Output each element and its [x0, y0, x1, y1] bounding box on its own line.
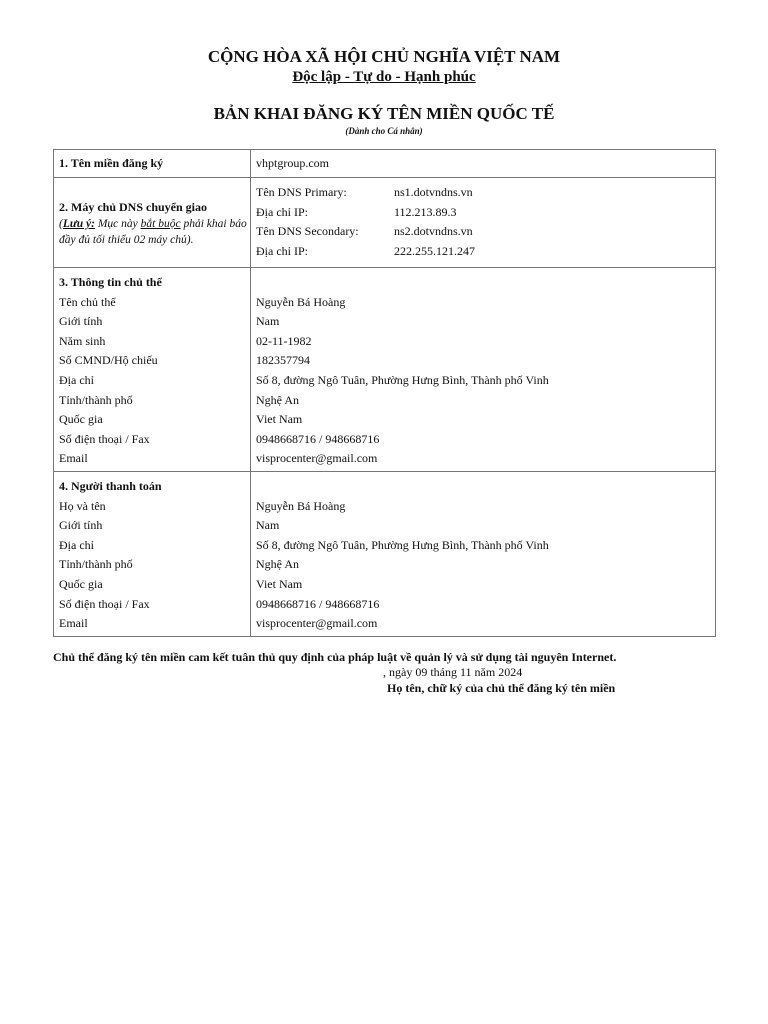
dns-key: Tên DNS Primary: [256, 185, 347, 199]
payer-field-label: Tỉnh/thành phố [59, 557, 133, 572]
payer-field-value: 0948668716 / 948668716 [256, 596, 380, 611]
section-dns-label-cell [54, 178, 251, 268]
dns-note-part2: phải khai báo đầy đủ tối thiểu 02 máy chủ). [59, 218, 247, 246]
owner-field-label: Email [59, 451, 88, 466]
dns-note-part1: Mục này [94, 218, 141, 230]
owner-field-label: Địa chỉ [59, 372, 94, 387]
owner-field-label: Số CMND/Hộ chiếu [59, 353, 158, 368]
payer-field-value: Viet Nam [256, 576, 303, 591]
owner-field-label: Giới tính [59, 314, 103, 329]
payer-field-value: Nguyễn Bá Hoàng [256, 498, 346, 513]
owner-field-label: Tỉnh/thành phố [59, 392, 133, 407]
dns-row [251, 222, 715, 242]
payer-field-label: Họ và tên [59, 498, 106, 513]
dns-note-open: ( [59, 218, 63, 230]
section-domain [54, 150, 716, 178]
dns-note-luu-y: Lưu ý: [62, 218, 95, 230]
section-dns-value-cell [251, 178, 716, 268]
commitment-statement: Chủ thể đăng ký tên miền cam kết tuân thủ quy định của pháp luật về quản lý và sử dụng tài nguyên Internet. [53, 650, 617, 664]
motto-text: Độc lập - Tự do - Hạnh phúc [292, 69, 476, 85]
section-dns [54, 178, 716, 268]
section-domain-value-cell [251, 150, 716, 178]
owner-field-label: Số điện thoại / Fax [59, 431, 150, 446]
owner-field-value: Số 8, đường Ngô Tuân, Phường Hưng Bình, Thành phố Vinh [256, 372, 549, 387]
dns-value: ns2.dotvndns.vn [394, 224, 473, 239]
registration-table [53, 149, 716, 637]
payer-field-value: visprocenter@gmail.com [256, 616, 378, 631]
section-owner-label-cell [54, 268, 251, 472]
dns-key: Địa chỉ IP: [256, 204, 308, 219]
dns-note [54, 216, 250, 248]
form-subtitle: (Dành cho Cá nhân) [345, 126, 423, 136]
section-owner-label: 3. Thông tin chủ thể [59, 275, 162, 289]
owner-spacer [251, 273, 715, 293]
dns-value: 112.213.89.3 [394, 204, 457, 219]
payer-field-label: Quốc gia [59, 576, 103, 591]
owner-field-label: Năm sinh [59, 333, 106, 348]
dns-key: Tên DNS Secondary: [256, 224, 359, 239]
form-title: BẢN KHAI ĐĂNG KÝ TÊN MIỀN QUỐC TẾ [213, 104, 555, 123]
section-domain-label: 1. Tên miền đăng ký [59, 156, 164, 170]
owner-field-value: Viet Nam [256, 412, 303, 427]
payer-field-value: Số 8, đường Ngô Tuân, Phường Hưng Bình, Thành phố Vinh [256, 537, 549, 552]
section-payer-label-cell [54, 472, 251, 637]
section-payer-value-cell [251, 472, 716, 637]
owner-field-label: Quốc gia [59, 412, 103, 427]
dns-note-bat-buoc: bắt buộc [140, 218, 181, 230]
owner-field-value: Nam [256, 314, 280, 329]
owner-field-value: 0948668716 / 948668716 [256, 431, 380, 446]
domain-value: vhptgroup.com [256, 156, 329, 170]
signing-date: , ngày 09 tháng 11 năm 2024 [383, 665, 523, 679]
signature-label: Họ tên, chữ ký của chủ thể đăng ký tên miền [387, 681, 616, 695]
dns-row [251, 242, 715, 262]
country-heading: CỘNG HÒA XÃ HỘI CHỦ NGHĨA VIỆT NAM [207, 47, 561, 66]
payer-field-value: Nam [256, 518, 280, 533]
payer-field-label: Số điện thoại / Fax [59, 596, 150, 611]
dns-value: 222.255.121.247 [394, 243, 475, 258]
dns-row [251, 203, 715, 223]
section-dns-label: 2. Máy chủ DNS chuyển giao [59, 200, 208, 214]
owner-field-value: 02-11-1982 [256, 333, 312, 348]
payer-field-label: Địa chỉ [59, 537, 94, 552]
section-payer-label: 4. Người thanh toán [59, 479, 162, 493]
motto-heading [0, 69, 768, 86]
owner-field-value: Nghệ An [256, 392, 299, 407]
owner-field-value: 182357794 [256, 353, 310, 368]
payer-field-label: Email [59, 616, 88, 631]
owner-field-value: Nguyễn Bá Hoàng [256, 294, 346, 309]
section-payer [54, 472, 716, 637]
payer-field-label: Giới tính [59, 518, 103, 533]
dns-key: Địa chỉ IP: [256, 243, 308, 258]
section-owner [54, 268, 716, 472]
section-domain-label-cell [54, 150, 251, 178]
payer-field-value: Nghệ An [256, 557, 299, 572]
owner-field-label: Tên chủ thể [59, 294, 116, 309]
dns-row [251, 183, 715, 203]
owner-field-value: visprocenter@gmail.com [256, 451, 378, 466]
section-owner-value-cell [251, 268, 716, 472]
dns-value: ns1.dotvndns.vn [394, 185, 473, 199]
payer-spacer [251, 477, 715, 497]
